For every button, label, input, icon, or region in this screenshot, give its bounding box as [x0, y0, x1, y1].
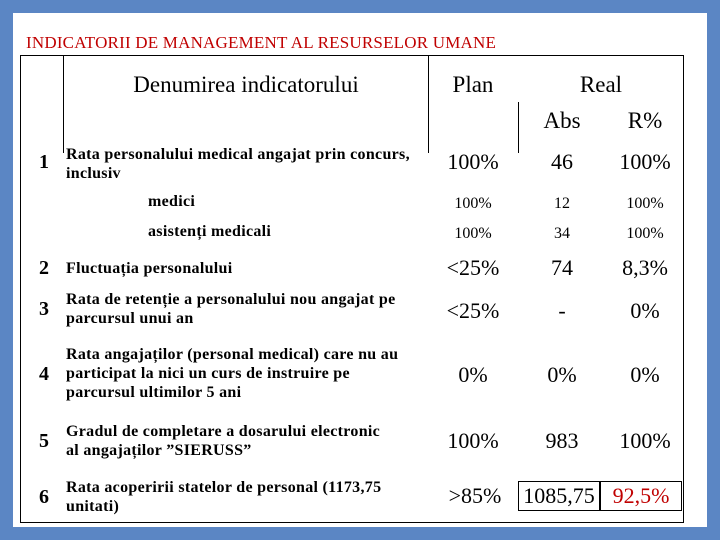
abs-value: 0% [547, 362, 577, 387]
abs-value-highlighted: 1085,75 [518, 481, 600, 511]
row-number: 2 [39, 256, 49, 279]
r-percent-value: 100% [626, 195, 664, 212]
plan-value: 0% [458, 362, 488, 387]
plan-value: 100% [447, 428, 499, 453]
header-indicator-name: Denumirea indicatorului [133, 72, 359, 97]
r-percent-value: 100% [626, 225, 664, 242]
abs-value: 983 [545, 428, 579, 453]
row-number: 4 [39, 362, 49, 385]
r-percent-value: 100% [619, 149, 671, 174]
indicator-subitem-name: asistenți medicali [148, 222, 272, 240]
abs-value: 74 [551, 255, 573, 280]
row-number: 3 [39, 297, 49, 320]
abs-value: 46 [551, 149, 573, 174]
r-percent-value: 0% [630, 298, 660, 323]
indicator-name: Rata angajaților (personal medical) care nu au participat la nici un curs de instruire pe parcursul ultimilor 5 ani [66, 345, 399, 401]
row-number: 5 [39, 429, 49, 452]
abs-value: - [558, 298, 566, 323]
row-number: 1 [39, 150, 49, 173]
plan-value: <25% [446, 255, 500, 280]
header-plan: Plan [452, 72, 494, 97]
header-abs: Abs [543, 108, 581, 133]
indicator-name: Rata acoperirii statelor de personal (1173,75 unitati) [66, 479, 382, 515]
abs-value: 12 [554, 195, 570, 212]
header-real: Real [579, 72, 623, 97]
r-percent-value: 0% [630, 362, 660, 387]
plan-value: 100% [447, 149, 499, 174]
indicator-name: Rata personalului medical angajat prin concurs, inclusiv [66, 146, 410, 182]
page-title: INDICATORII DE MANAGEMENT AL RESURSELOR UMANE [26, 33, 497, 52]
indicator-name: Rata de retenție a personalului nou angajat pe parcursul unui an [66, 291, 396, 327]
plan-value: >85% [448, 483, 502, 508]
header-r-percent: R% [627, 108, 663, 133]
abs-value: 34 [554, 225, 570, 242]
plan-value: <25% [446, 298, 500, 323]
indicator-name: Fluctuația personalului [66, 259, 233, 277]
indicator-name: Gradul de completare a dosarului electronic al angajaților ”SIERUSS” [66, 423, 381, 459]
r-percent-value: 100% [619, 428, 671, 453]
plan-value: 100% [454, 195, 492, 212]
row-number: 6 [39, 485, 49, 508]
r-percent-value: 8,3% [622, 255, 668, 280]
r-percent-value-highlighted: 92,5% [600, 481, 682, 511]
indicator-subitem-name: medici [148, 192, 196, 210]
plan-value: 100% [454, 225, 492, 242]
